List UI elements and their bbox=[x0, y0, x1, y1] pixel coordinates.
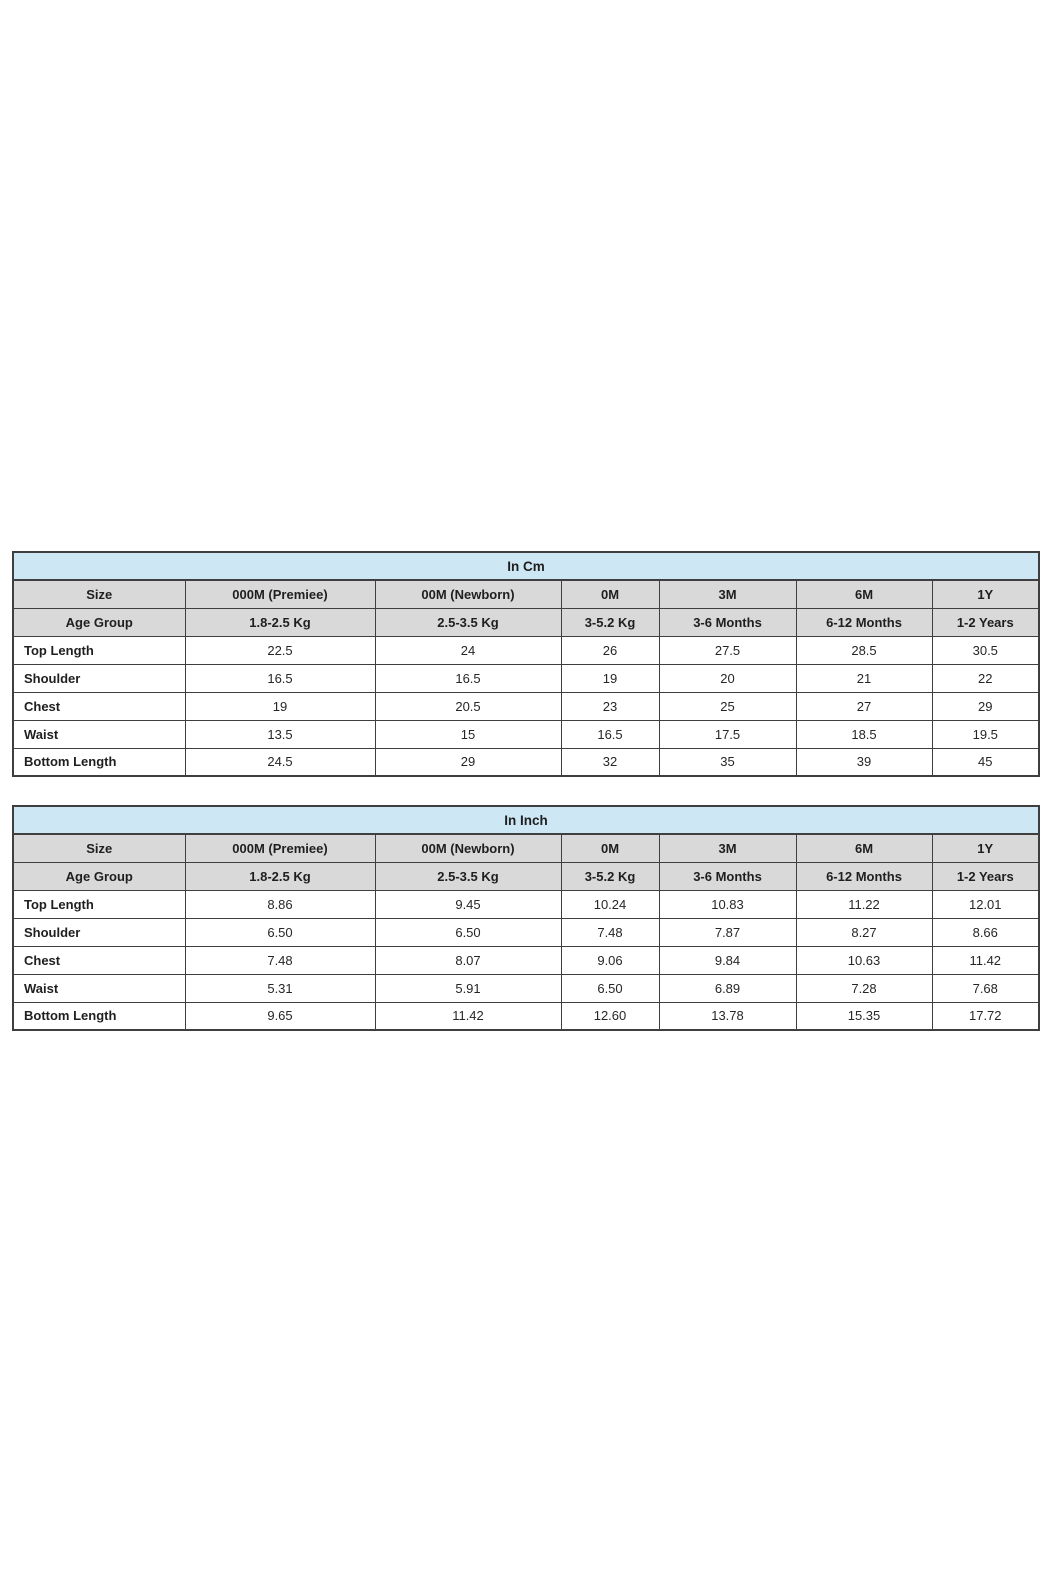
size-value: 8.66 bbox=[932, 918, 1039, 946]
size-value: 28.5 bbox=[796, 636, 932, 664]
age-group-1y: 1-2 Years bbox=[932, 862, 1039, 890]
size-value: 24 bbox=[375, 636, 561, 664]
age-group-000m: 1.8-2.5 Kg bbox=[185, 862, 375, 890]
size-value: 8.86 bbox=[185, 890, 375, 918]
size-value: 13.5 bbox=[185, 720, 375, 748]
size-value: 10.24 bbox=[561, 890, 659, 918]
size-value: 23 bbox=[561, 692, 659, 720]
size-value: 26 bbox=[561, 636, 659, 664]
age-group-3m: 3-6 Months bbox=[659, 862, 796, 890]
age-group-0m: 3-5.2 Kg bbox=[561, 608, 659, 636]
row-label-chest: Chest bbox=[13, 692, 185, 720]
size-value: 19.5 bbox=[932, 720, 1039, 748]
size-value: 20.5 bbox=[375, 692, 561, 720]
age-group-0m: 3-5.2 Kg bbox=[561, 862, 659, 890]
age-group-00m: 2.5-3.5 Kg bbox=[375, 862, 561, 890]
size-value: 9.06 bbox=[561, 946, 659, 974]
size-value: 12.60 bbox=[561, 1002, 659, 1030]
size-value: 10.63 bbox=[796, 946, 932, 974]
size-value: 11.42 bbox=[932, 946, 1039, 974]
size-value: 7.68 bbox=[932, 974, 1039, 1002]
size-value: 6.50 bbox=[561, 974, 659, 1002]
size-value: 22.5 bbox=[185, 636, 375, 664]
size-value: 6.89 bbox=[659, 974, 796, 1002]
table-row-waist bbox=[13, 974, 1039, 1002]
size-value: 9.65 bbox=[185, 1002, 375, 1030]
size-value: 22 bbox=[932, 664, 1039, 692]
size-value: 6.50 bbox=[185, 918, 375, 946]
size-value: 32 bbox=[561, 748, 659, 776]
size-value: 7.28 bbox=[796, 974, 932, 1002]
size-header-row bbox=[13, 580, 1039, 608]
age-group-6m: 6-12 Months bbox=[796, 862, 932, 890]
table-row-top-length bbox=[13, 636, 1039, 664]
size-value: 16.5 bbox=[375, 664, 561, 692]
column-header-3m: 3M bbox=[659, 834, 796, 862]
size-value: 21 bbox=[796, 664, 932, 692]
row-label-waist: Waist bbox=[13, 720, 185, 748]
size-value: 30.5 bbox=[932, 636, 1039, 664]
column-header-000m: 000M (Premiee) bbox=[185, 580, 375, 608]
column-header-00m: 00M (Newborn) bbox=[375, 834, 561, 862]
row-label-waist: Waist bbox=[13, 974, 185, 1002]
size-value: 11.42 bbox=[375, 1002, 561, 1030]
size-value: 17.5 bbox=[659, 720, 796, 748]
row-label-bottom-length: Bottom Length bbox=[13, 1002, 185, 1030]
column-header-age-group: Age Group bbox=[13, 862, 185, 890]
size-value: 12.01 bbox=[932, 890, 1039, 918]
column-header-3m: 3M bbox=[659, 580, 796, 608]
size-value: 9.45 bbox=[375, 890, 561, 918]
table-title-cm: In Cm bbox=[13, 552, 1039, 580]
size-value: 13.78 bbox=[659, 1002, 796, 1030]
size-header-row bbox=[13, 834, 1039, 862]
column-header-1y: 1Y bbox=[932, 834, 1039, 862]
size-value: 27.5 bbox=[659, 636, 796, 664]
age-group-00m: 2.5-3.5 Kg bbox=[375, 608, 561, 636]
size-value: 6.50 bbox=[375, 918, 561, 946]
size-value: 15.35 bbox=[796, 1002, 932, 1030]
size-value: 45 bbox=[932, 748, 1039, 776]
size-value: 20 bbox=[659, 664, 796, 692]
table-row-chest bbox=[13, 692, 1039, 720]
column-header-000m: 000M (Premiee) bbox=[185, 834, 375, 862]
size-value: 5.31 bbox=[185, 974, 375, 1002]
table-title-row bbox=[13, 552, 1039, 580]
table-row-shoulder bbox=[13, 664, 1039, 692]
size-value: 25 bbox=[659, 692, 796, 720]
row-label-shoulder: Shoulder bbox=[13, 664, 185, 692]
table-row-bottom-length bbox=[13, 748, 1039, 776]
size-value: 15 bbox=[375, 720, 561, 748]
age-group-6m: 6-12 Months bbox=[796, 608, 932, 636]
size-value: 39 bbox=[796, 748, 932, 776]
size-value: 35 bbox=[659, 748, 796, 776]
table-row-shoulder bbox=[13, 918, 1039, 946]
row-label-chest: Chest bbox=[13, 946, 185, 974]
table-title-inch: In Inch bbox=[13, 806, 1039, 834]
size-value: 16.5 bbox=[185, 664, 375, 692]
age-group-header-row bbox=[13, 608, 1039, 636]
age-group-3m: 3-6 Months bbox=[659, 608, 796, 636]
size-value: 7.48 bbox=[185, 946, 375, 974]
row-label-bottom-length: Bottom Length bbox=[13, 748, 185, 776]
table-row-bottom-length bbox=[13, 1002, 1039, 1030]
table-row-chest bbox=[13, 946, 1039, 974]
size-value: 9.84 bbox=[659, 946, 796, 974]
size-value: 8.27 bbox=[796, 918, 932, 946]
size-value: 16.5 bbox=[561, 720, 659, 748]
column-header-size: Size bbox=[13, 834, 185, 862]
size-value: 19 bbox=[561, 664, 659, 692]
size-value: 10.83 bbox=[659, 890, 796, 918]
column-header-1y: 1Y bbox=[932, 580, 1039, 608]
column-header-00m: 00M (Newborn) bbox=[375, 580, 561, 608]
size-value: 7.48 bbox=[561, 918, 659, 946]
size-value: 27 bbox=[796, 692, 932, 720]
table-row-waist bbox=[13, 720, 1039, 748]
column-header-size: Size bbox=[13, 580, 185, 608]
size-value: 17.72 bbox=[932, 1002, 1039, 1030]
column-header-age-group: Age Group bbox=[13, 608, 185, 636]
size-chart-table-cm bbox=[12, 551, 1040, 777]
size-value: 11.22 bbox=[796, 890, 932, 918]
size-chart-table-inch bbox=[12, 805, 1040, 1031]
size-value: 24.5 bbox=[185, 748, 375, 776]
row-label-top-length: Top Length bbox=[13, 636, 185, 664]
row-label-top-length: Top Length bbox=[13, 890, 185, 918]
column-header-6m: 6M bbox=[796, 834, 932, 862]
age-group-000m: 1.8-2.5 Kg bbox=[185, 608, 375, 636]
size-value: 7.87 bbox=[659, 918, 796, 946]
size-value: 5.91 bbox=[375, 974, 561, 1002]
size-value: 19 bbox=[185, 692, 375, 720]
row-label-shoulder: Shoulder bbox=[13, 918, 185, 946]
age-group-header-row bbox=[13, 862, 1039, 890]
size-value: 8.07 bbox=[375, 946, 561, 974]
column-header-6m: 6M bbox=[796, 580, 932, 608]
column-header-0m: 0M bbox=[561, 580, 659, 608]
size-value: 29 bbox=[375, 748, 561, 776]
column-header-0m: 0M bbox=[561, 834, 659, 862]
table-row-top-length bbox=[13, 890, 1039, 918]
table-title-row bbox=[13, 806, 1039, 834]
size-value: 29 bbox=[932, 692, 1039, 720]
size-value: 18.5 bbox=[796, 720, 932, 748]
age-group-1y: 1-2 Years bbox=[932, 608, 1039, 636]
